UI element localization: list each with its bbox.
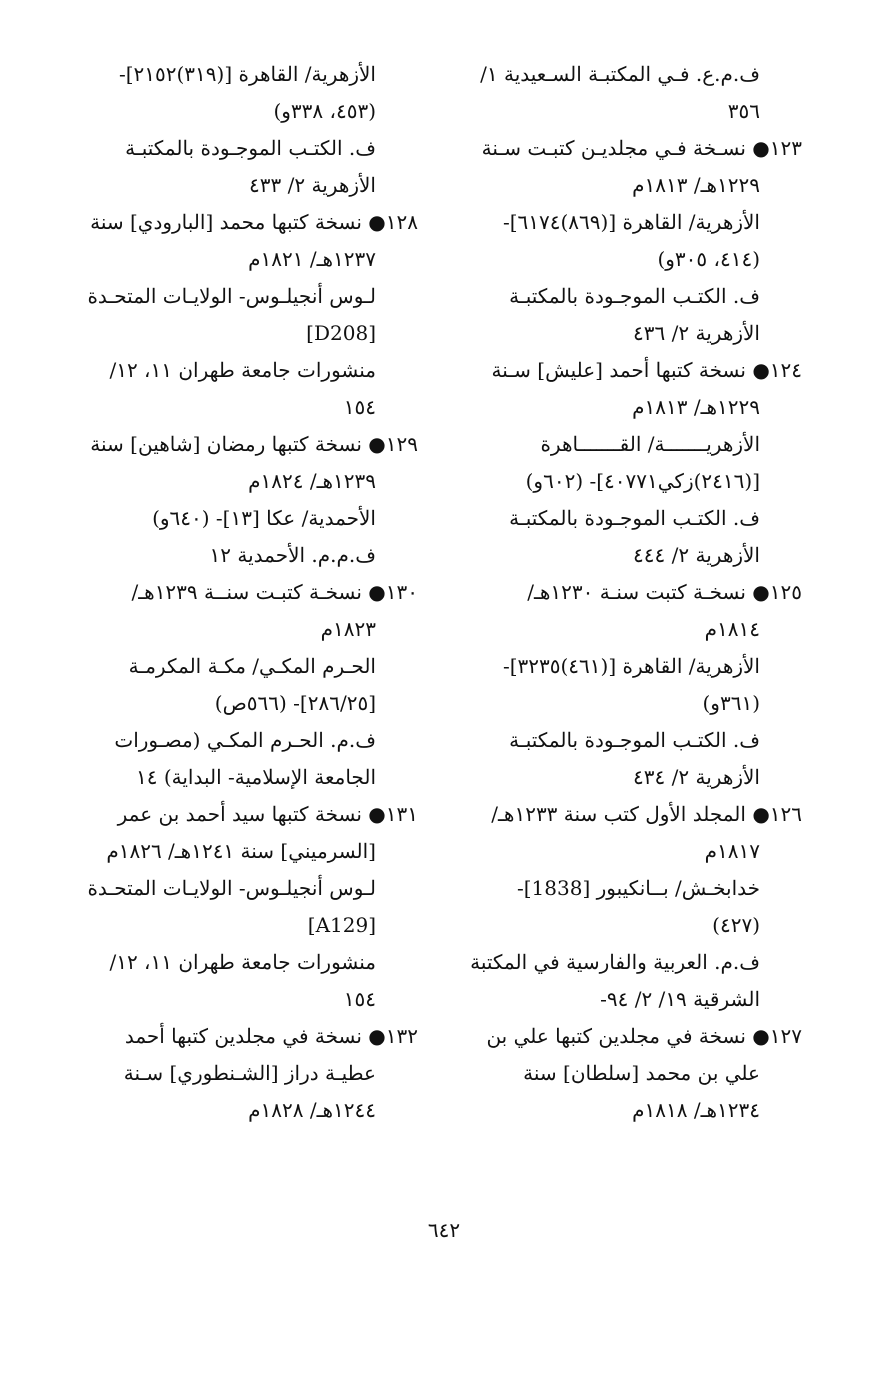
entry-heading-line: ١٢٥● نسخـة كتبت سنـة ١٢٣٠هـ/ xyxy=(527,580,802,604)
text-line: (٣٦١و) xyxy=(702,691,760,715)
text-line: الأزهرية/ القاهرة [(٣١٩)٢١٥٢]- xyxy=(118,62,376,86)
text-line: ١٢٣٧هـ/ ١٨٢١م xyxy=(248,247,376,271)
text-line: ١٢٣٩هـ/ ١٨٢٤م xyxy=(248,469,376,493)
text-line: ١٢٣٤هـ/ ١٨١٨م xyxy=(632,1098,760,1122)
text-line: ف. الكتـب الموجـودة بالمكتبـة xyxy=(509,728,760,752)
text-line: ف. الكتـب الموجـودة بالمكتبـة xyxy=(509,506,760,530)
text-line: لـوس أنجيلـوس- الولايـات المتحـدة xyxy=(87,284,376,308)
text-line: [(٢٤١٦)زكي٤٠٧٧١]- (٦٠٢و) xyxy=(525,469,760,493)
text-line: لـوس أنجيلـوس- الولايـات المتحـدة xyxy=(87,876,376,900)
text-line: الأحمدية/ عكا [١٣]- (٦٤٠و) xyxy=(152,506,376,530)
text-line: ١٥٤ xyxy=(343,395,376,419)
text-line: الأزهرية ٢/ ٤٣٤ xyxy=(633,765,760,789)
left-text-column xyxy=(76,56,418,1129)
text-line: ف.م.م. الأحمدية ١٢ xyxy=(209,543,376,567)
text-line: ١٨١٤م xyxy=(704,617,760,641)
text-line: الشرقية ١٩/ ٢/ ٩٤- xyxy=(600,987,760,1011)
text-line: الأزهرية ٢/ ٤٣٣ xyxy=(249,173,376,197)
text-line: الأزهرية ٢/ ٤٣٦ xyxy=(633,321,760,345)
entry-heading-line: ١٣١● نسخة كتبها سيد أحمد بن عمر xyxy=(117,802,418,826)
text-line: ف. الكتـب الموجـودة بالمكتبـة xyxy=(509,284,760,308)
entry-heading-line: ١٢٧● نسخة في مجلدين كتبها علي بن xyxy=(486,1024,802,1048)
entry-heading-line: ١٣٢● نسخة في مجلدين كتبها أحمد xyxy=(124,1024,418,1048)
text-line: الأزهرية ٢/ ٤٤٤ xyxy=(633,543,760,567)
text-line: ف.م. العربية والفارسية في المكتبة xyxy=(470,950,760,974)
entry-heading-line: ١٢٦● المجلد الأول كتب سنة ١٢٣٣هـ/ xyxy=(491,802,802,826)
text-line: منشورات جامعة طهران ١١، ١٢/ xyxy=(109,358,376,382)
text-line: (٤١٤، ٣٠٥و) xyxy=(657,247,760,271)
text-line: ٣٥٦ xyxy=(727,99,760,123)
text-line: علي بن محمد [سلطان] سنة xyxy=(523,1061,760,1085)
text-line: ف.م.ع. فـي المكتبـة السـعيدية ١/ xyxy=(480,62,760,86)
text-line: الجامعة الإسلامية- البداية) ١٤ xyxy=(135,765,376,789)
text-line: [A129] xyxy=(307,913,376,937)
text-line: [D208] xyxy=(306,321,376,345)
text-line: خدابخـش/ بــانكيبور [1838]- xyxy=(516,876,760,900)
text-line: الأزهريـــــــة/ القـــــــاهرة xyxy=(540,432,760,456)
entry-heading-line: ١٢٣● نسـخة فـي مجلديـن كتبـت سـنة xyxy=(481,136,802,160)
text-line: الحـرم المكـي/ مكـة المكرمـة xyxy=(128,654,376,678)
text-line: ١٢٢٩هـ/ ١٨١٣م xyxy=(632,395,760,419)
right-text-column xyxy=(462,56,802,1129)
entry-heading-line: ١٢٨● نسخة كتبها محمد [البارودي] سنة xyxy=(90,210,418,234)
entry-heading-line: ١٢٩● نسخة كتبها رمضان [شاهين] سنة xyxy=(90,432,418,456)
text-line: الأزهرية/ القاهرة [(٤٦١)٣٢٣٥]- xyxy=(502,654,760,678)
entry-heading-line: ١٢٤● نسخة كتبها أحمد [عليش] سـنة xyxy=(491,358,802,382)
text-line: (٤٢٧) xyxy=(712,913,760,937)
text-line: منشورات جامعة طهران ١١، ١٢/ xyxy=(109,950,376,974)
entry-heading-line: ١٣٠● نسخـة كتبـت سنــة ١٢٣٩هـ/ xyxy=(131,580,418,604)
text-line: [٢٨٦/٢٥]- (٥٦٦ص) xyxy=(214,691,376,715)
text-line: ١٢٤٤هـ/ ١٨٢٨م xyxy=(248,1098,376,1122)
text-line: [السرميني] سنة ١٢٤١هـ/ ١٨٢٦م xyxy=(106,839,376,863)
text-line: ١٥٤ xyxy=(343,987,376,1011)
text-line: ١٨١٧م xyxy=(704,839,760,863)
text-line: عطيـة دراز [الشـنطوري] سـنة xyxy=(123,1061,376,1085)
text-line: ف. الكتـب الموجـودة بالمكتبـة xyxy=(125,136,376,160)
page-number: ٦٤٢ xyxy=(427,1218,461,1242)
text-line: (٤٥٣، ٣٣٨و) xyxy=(273,99,376,123)
text-line: الأزهرية/ القاهرة [(٨٦٩)٦١٧٤]- xyxy=(502,210,760,234)
text-line: ١٢٢٩هـ/ ١٨١٣م xyxy=(632,173,760,197)
text-line: ١٨٢٣م xyxy=(320,617,376,641)
text-line: ف.م. الحـرم المكـي (مصـورات xyxy=(114,728,376,752)
